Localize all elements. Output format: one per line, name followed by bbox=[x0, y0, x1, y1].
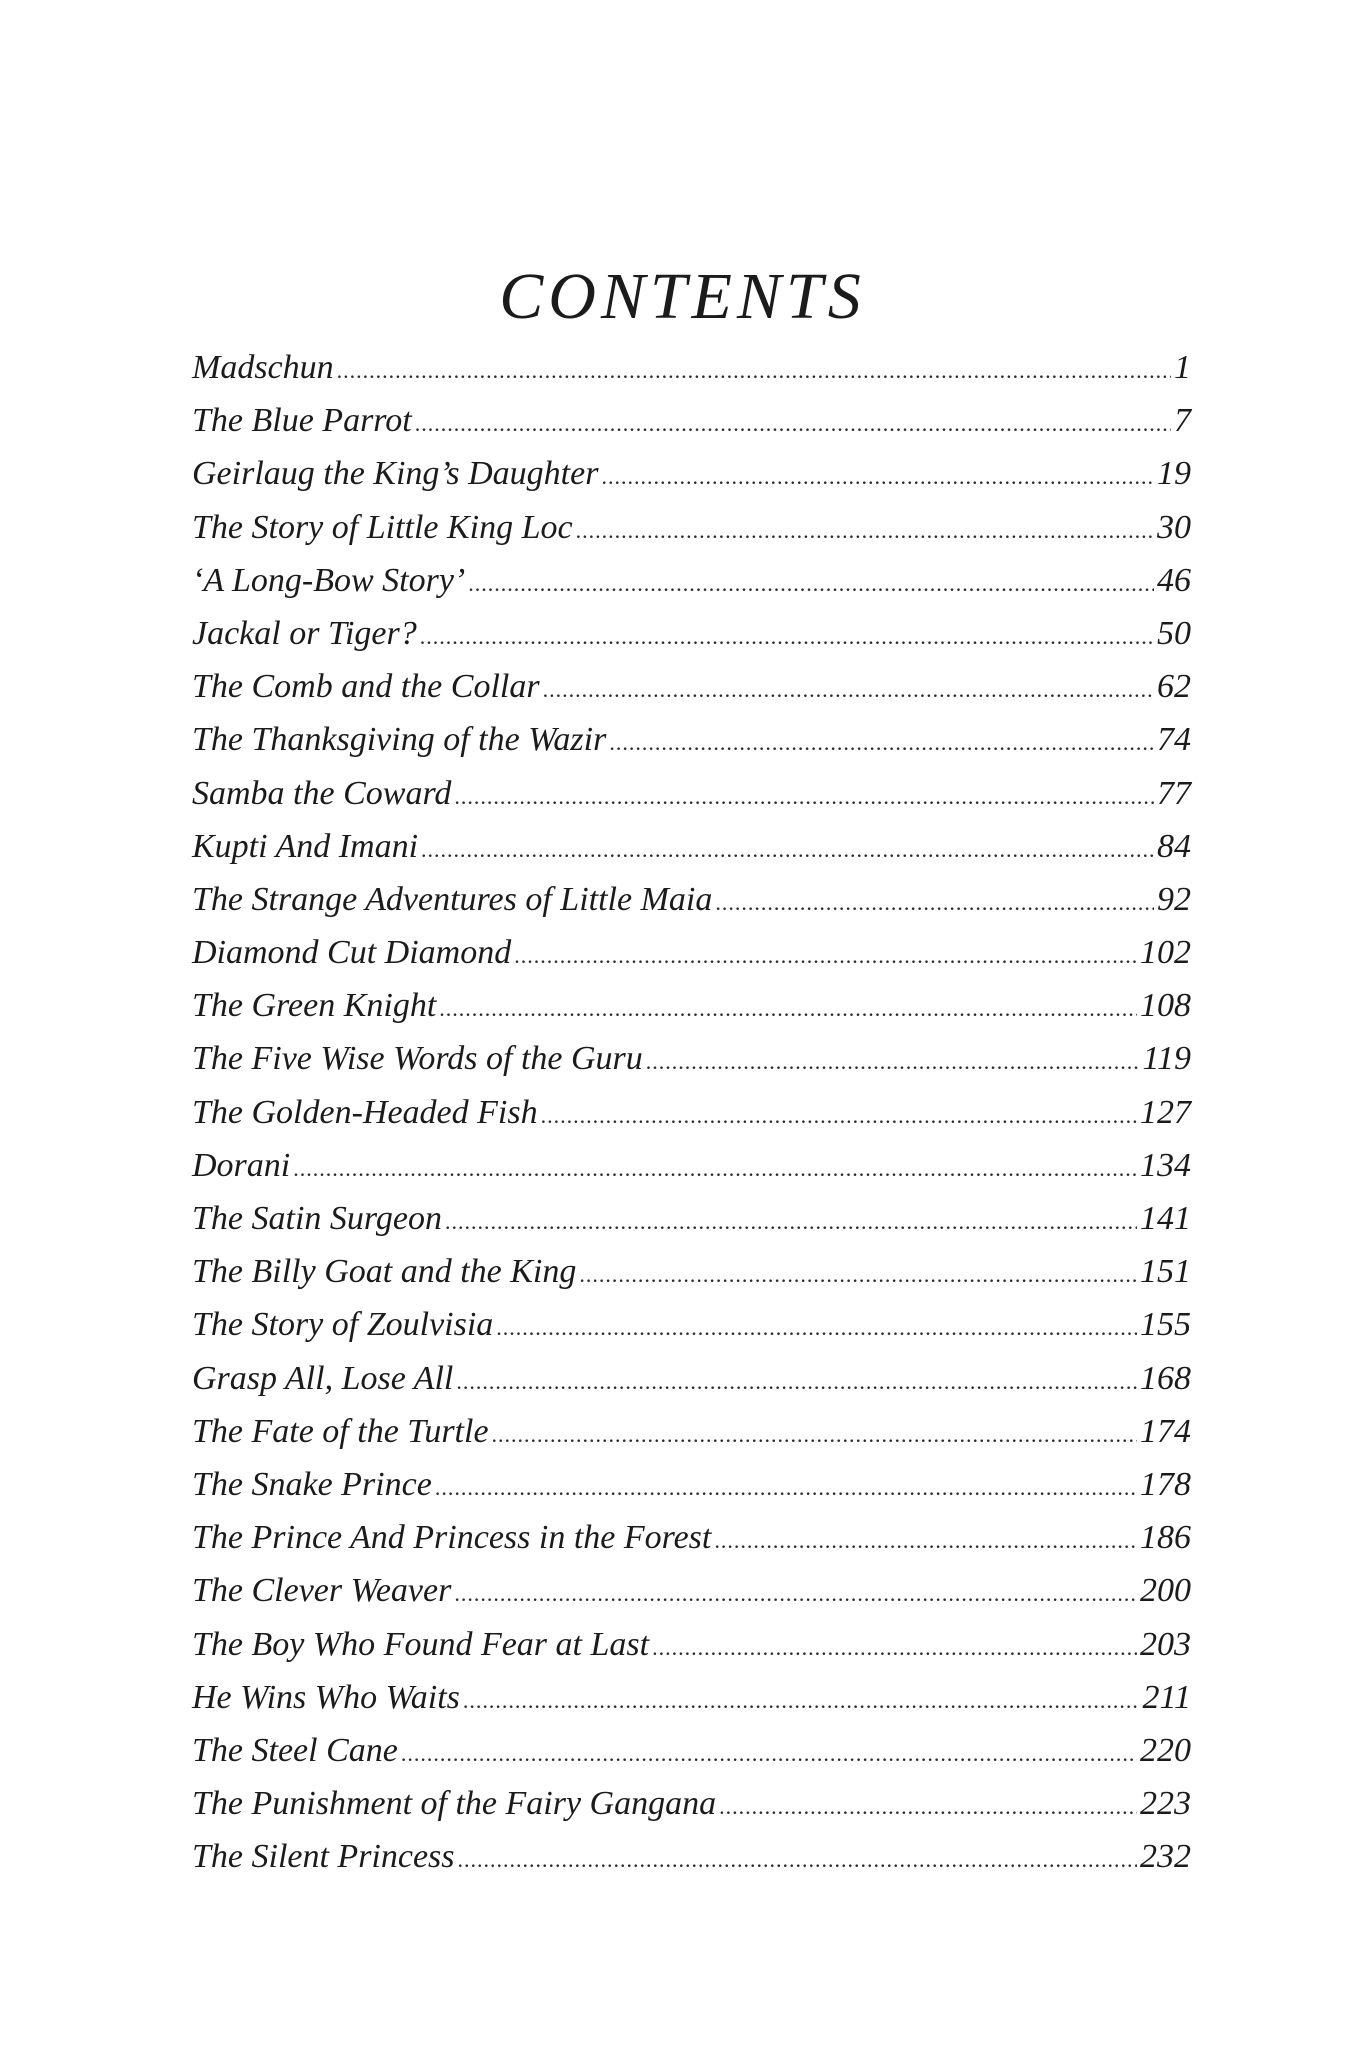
dot-leader bbox=[420, 610, 1154, 663]
toc-entry bbox=[192, 1564, 1191, 1617]
toc-entry bbox=[192, 1139, 1191, 1192]
toc-entry bbox=[192, 1830, 1191, 1883]
toc-entry bbox=[192, 1618, 1191, 1671]
toc-entry bbox=[192, 820, 1191, 873]
toc-page-number: 168 bbox=[1140, 1359, 1191, 1397]
dot-leader bbox=[293, 1142, 1137, 1195]
toc-page-number: 134 bbox=[1140, 1146, 1191, 1184]
toc-page-number: 127 bbox=[1140, 1093, 1191, 1131]
toc-entry bbox=[192, 447, 1191, 500]
toc-page-number: 174 bbox=[1140, 1412, 1191, 1450]
dot-leader bbox=[468, 557, 1154, 610]
toc-entry bbox=[192, 767, 1191, 820]
toc-page-number: 108 bbox=[1140, 987, 1191, 1025]
dot-leader bbox=[579, 1248, 1137, 1301]
dot-leader bbox=[458, 1833, 1137, 1886]
toc-page-number: 7 bbox=[1174, 402, 1191, 440]
toc-entry-title: The Clever Weaver bbox=[192, 1572, 452, 1610]
dot-leader bbox=[601, 450, 1154, 503]
toc-entry-title: The Story of Little King Loc bbox=[192, 508, 573, 546]
toc-entry bbox=[192, 1671, 1191, 1724]
toc-entry-title: Madschun bbox=[192, 349, 334, 386]
toc-entry-title: The Blue Parrot bbox=[192, 402, 412, 440]
toc-entry bbox=[192, 713, 1191, 766]
dot-leader bbox=[439, 982, 1137, 1035]
toc-entry-title: The Prince And Princess in the Forest bbox=[192, 1519, 712, 1557]
dot-leader bbox=[454, 1567, 1137, 1620]
toc-entry-title: The Strange Adventures of Little Maia bbox=[192, 880, 713, 918]
dot-leader bbox=[463, 1674, 1140, 1727]
toc-page-number: 186 bbox=[1140, 1519, 1191, 1557]
dot-leader bbox=[421, 823, 1154, 876]
toc-entry-title: The Steel Cane bbox=[192, 1731, 398, 1769]
toc-entry bbox=[192, 1192, 1191, 1245]
dot-leader bbox=[514, 929, 1137, 982]
toc-page-number: 62 bbox=[1157, 668, 1191, 706]
toc-page-number: 74 bbox=[1157, 721, 1191, 759]
toc-page-number: 200 bbox=[1140, 1572, 1191, 1610]
toc-page-number: 141 bbox=[1140, 1200, 1191, 1237]
toc-page-number: 151 bbox=[1140, 1253, 1191, 1291]
dot-leader bbox=[719, 1780, 1137, 1833]
toc-entry-title: The Comb and the Collar bbox=[192, 668, 540, 706]
dot-leader bbox=[415, 397, 1171, 450]
dot-leader bbox=[492, 1408, 1137, 1461]
toc-entry-title: The Thanksgiving of the Wazir bbox=[192, 721, 607, 759]
toc-entry-title: The Punishment of the Fairy Gangana bbox=[192, 1785, 717, 1823]
toc-entry-title: Dorani bbox=[192, 1146, 291, 1184]
toc-page-number: 19 bbox=[1157, 455, 1191, 493]
toc-entry bbox=[192, 660, 1191, 713]
toc-entry-title: He Wins Who Waits bbox=[192, 1678, 460, 1716]
toc-entry bbox=[192, 1405, 1191, 1458]
dot-leader bbox=[543, 663, 1154, 716]
dot-leader bbox=[715, 876, 1154, 929]
toc-entry bbox=[192, 979, 1191, 1032]
toc-page-number: 211 bbox=[1142, 1678, 1191, 1716]
page-title: CONTENTS bbox=[499, 260, 866, 334]
dot-leader bbox=[714, 1514, 1137, 1567]
toc-entry-title: Samba the Coward bbox=[192, 774, 452, 812]
dot-leader bbox=[456, 1355, 1137, 1408]
dot-leader bbox=[576, 504, 1154, 557]
toc-page-number: 203 bbox=[1140, 1625, 1191, 1663]
toc-page-number: 102 bbox=[1140, 934, 1191, 972]
dot-leader bbox=[337, 344, 1171, 397]
dot-leader bbox=[496, 1301, 1137, 1354]
toc-entry-title: The Five Wise Words of the Guru bbox=[192, 1040, 643, 1078]
toc-entry bbox=[192, 1245, 1191, 1298]
toc-entry-title: The Silent Princess bbox=[192, 1838, 455, 1876]
toc-entry bbox=[192, 501, 1191, 554]
toc-entry-title: The Boy Who Found Fear at Last bbox=[192, 1625, 650, 1663]
dot-leader bbox=[401, 1727, 1137, 1780]
toc-entry bbox=[192, 1458, 1191, 1511]
toc-entry bbox=[192, 394, 1191, 447]
toc-page-number: 1 bbox=[1174, 349, 1191, 386]
table-of-contents bbox=[192, 341, 1191, 1883]
toc-entry-title: The Billy Goat and the King bbox=[192, 1253, 577, 1291]
toc-entry bbox=[192, 926, 1191, 979]
toc-entry bbox=[192, 1032, 1191, 1085]
dot-leader bbox=[609, 716, 1154, 769]
toc-page-number: 220 bbox=[1140, 1731, 1191, 1769]
toc-entry-title: ‘A Long-Bow Story’ bbox=[192, 561, 466, 599]
toc-entry bbox=[192, 607, 1191, 660]
toc-entry-title: Geirlaug the King’s Daughter bbox=[192, 455, 599, 493]
dot-leader bbox=[652, 1621, 1137, 1674]
toc-entry bbox=[192, 873, 1191, 926]
toc-page-number: 92 bbox=[1157, 880, 1191, 918]
toc-page-number: 77 bbox=[1157, 774, 1191, 812]
toc-entry-title: The Satin Surgeon bbox=[192, 1200, 442, 1237]
toc-entry bbox=[192, 1724, 1191, 1777]
toc-entry-title: Diamond Cut Diamond bbox=[192, 934, 512, 972]
toc-entry-title: Grasp All, Lose All bbox=[192, 1359, 454, 1397]
toc-page-number: 46 bbox=[1157, 561, 1191, 599]
toc-entry bbox=[192, 554, 1191, 607]
toc-entry bbox=[192, 1511, 1191, 1564]
toc-page-number: 50 bbox=[1157, 614, 1191, 652]
toc-entry-title: Kupti And Imani bbox=[192, 827, 419, 865]
toc-page-number: 178 bbox=[1140, 1465, 1191, 1503]
toc-entry-title: The Snake Prince bbox=[192, 1465, 432, 1503]
toc-entry-title: The Story of Zoulvisia bbox=[192, 1306, 494, 1344]
dot-leader bbox=[445, 1195, 1137, 1248]
toc-entry bbox=[192, 1352, 1191, 1405]
dot-leader bbox=[646, 1035, 1140, 1088]
toc-page-number: 119 bbox=[1142, 1040, 1191, 1078]
dot-leader bbox=[454, 770, 1154, 823]
toc-entry-title: The Fate of the Turtle bbox=[192, 1412, 489, 1450]
dot-leader bbox=[435, 1461, 1137, 1514]
toc-entry-title: The Green Knight bbox=[192, 987, 437, 1025]
toc-page-number: 223 bbox=[1140, 1785, 1191, 1823]
toc-entry bbox=[192, 1298, 1191, 1351]
toc-entry bbox=[192, 341, 1191, 394]
toc-entry-title: Jackal or Tiger? bbox=[192, 614, 417, 652]
toc-page-number: 155 bbox=[1140, 1306, 1191, 1344]
toc-entry bbox=[192, 1086, 1191, 1139]
toc-page-number: 30 bbox=[1157, 508, 1191, 546]
toc-page-number: 84 bbox=[1157, 827, 1191, 865]
toc-entry-title: The Golden-Headed Fish bbox=[192, 1093, 538, 1131]
toc-page-number: 232 bbox=[1140, 1838, 1191, 1876]
dot-leader bbox=[541, 1089, 1137, 1142]
toc-entry bbox=[192, 1777, 1191, 1830]
